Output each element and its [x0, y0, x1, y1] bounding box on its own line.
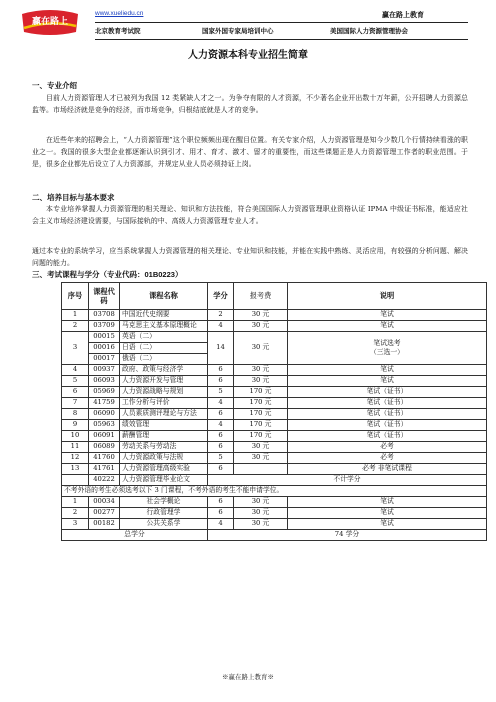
- brand-logo: [18, 8, 82, 38]
- header-brand: 赢在路上教育: [382, 12, 424, 19]
- cell-note: 必考: [288, 453, 487, 464]
- cell-name: 英语（二）: [120, 332, 208, 343]
- cell-credit: 4: [208, 420, 234, 431]
- cell-credit: 4: [208, 321, 234, 332]
- table-row-extra: [62, 519, 487, 530]
- cell-note: 笔试: [288, 519, 487, 530]
- cell-fee: 30 元: [234, 497, 288, 508]
- cell-note: 笔试（证书）: [288, 431, 487, 442]
- section-heading-courses: 三、考试课程与学分（专业代码：01B0223）: [32, 270, 183, 279]
- cell-credit: 4: [208, 398, 234, 409]
- cell-fee: [234, 464, 288, 475]
- cell-credit: 6: [208, 376, 234, 387]
- table-row: [62, 464, 487, 475]
- cell-name: 人力资源管理高级实验: [120, 464, 208, 475]
- cell-note: 必考 非笔试课程: [288, 464, 487, 475]
- cell-seq: 8: [62, 409, 89, 420]
- cell-name: 中国近代史纲要: [120, 310, 208, 321]
- table-row-thesis: [62, 475, 487, 486]
- table-row: [62, 420, 487, 431]
- cell-code: 06089: [89, 442, 120, 453]
- cell-note: 必考: [288, 442, 487, 453]
- cell-code: 05963: [89, 420, 120, 431]
- cell-code: 06090: [89, 409, 120, 420]
- section-heading-goals: 二、培养目标与基本要求: [32, 193, 115, 202]
- cell-name: 马克思主义基本原理概论: [120, 321, 208, 332]
- language-note-line1: 笔试选考: [373, 338, 401, 347]
- cell-code: 00015: [89, 332, 120, 343]
- cell-seq: 1: [62, 310, 89, 321]
- goals-paragraph-2: 通过本专业的系统学习，应当系统掌握人力资源管理的相关理论、专业知识和技能，并能在实践中熟练、灵活应用，有较强的分析问题、解决问题的能力。: [32, 247, 468, 267]
- table-row: [62, 431, 487, 442]
- cell-code: 41761: [89, 464, 120, 475]
- cell-name: 政府、政策与经济学: [120, 365, 208, 376]
- table-row-extra: [62, 497, 487, 508]
- cell-fee: 170 元: [234, 420, 288, 431]
- col-header-fee: 报考费: [234, 283, 288, 310]
- cell-credit: 5: [208, 453, 234, 464]
- header-url-link[interactable]: www.xueliedu.cn: [95, 10, 144, 17]
- cell-seq: 12: [62, 453, 89, 464]
- table-row: [62, 365, 487, 376]
- col-header-code: 课程代码: [89, 283, 120, 310]
- cell-note: 笔试（证书）: [288, 387, 487, 398]
- cell-name: 日语（二）: [120, 343, 208, 354]
- table-header-row: [62, 283, 487, 310]
- table-row: [62, 409, 487, 420]
- cell-name: 人力资源开发与管理: [120, 376, 208, 387]
- cell-seq: 2: [62, 508, 89, 519]
- table-row-language: [62, 332, 487, 343]
- cell-seq: 3: [62, 332, 89, 365]
- cell-code: 00277: [89, 508, 120, 519]
- cell-note: 笔试: [288, 321, 487, 332]
- cell-code: 40222: [89, 475, 120, 486]
- cell-seq: 13: [62, 464, 89, 475]
- cell-code: 05969: [89, 387, 120, 398]
- footer-brand: ※赢在路上教育※: [222, 673, 274, 681]
- logo-text: 赢在路上: [31, 17, 69, 27]
- cell-name: 行政管理学: [120, 508, 208, 519]
- cell-note: 笔试（证书）: [288, 398, 487, 409]
- cell-note: [288, 332, 487, 365]
- col-header-name: 课程名称: [120, 283, 208, 310]
- cell-fee: 30 元: [234, 508, 288, 519]
- language-note-line2: （三选一）: [370, 348, 404, 356]
- cell-code: 06091: [89, 431, 120, 442]
- cell-name: 俄语（二）: [120, 354, 208, 365]
- cell-name: 人力资源管理毕业论文: [120, 475, 208, 486]
- org-foreign-experts: 国家外国专家局培训中心: [202, 28, 274, 35]
- cell-fee: 170 元: [234, 398, 288, 409]
- cell-fee: 30 元: [234, 442, 288, 453]
- cell-name: 工作分析与评价: [120, 398, 208, 409]
- cell-fee: 170 元: [234, 387, 288, 398]
- cell-seq: 6: [62, 387, 89, 398]
- cell-code: 00034: [89, 497, 120, 508]
- cell-name: 人力资源政策与法规: [120, 453, 208, 464]
- cell-fee: 170 元: [234, 409, 288, 420]
- cell-name: 人力资源战略与规划: [120, 387, 208, 398]
- cell-seq: 2: [62, 321, 89, 332]
- cell-note: 笔试: [288, 508, 487, 519]
- cell-seq: 3: [62, 519, 89, 530]
- cell-credit: 6: [208, 431, 234, 442]
- table-row: [62, 453, 487, 464]
- cell-credit: 6: [208, 442, 234, 453]
- table-row-total: [62, 530, 487, 541]
- cell-credit: 5: [208, 387, 234, 398]
- cell-code: 41759: [89, 398, 120, 409]
- intro-paragraph-1: 目前人力资源管理人才已被列为我国 12 类紧缺人才之一。为争夺有限的人才资源，不少著名企业开出数十万年薪，公开招聘人力资源总监等。市场经济就是竞争的经济，而市场竞争，归根结底就是人才的竞争。: [32, 94, 468, 114]
- cell-fee: 30 元: [234, 332, 288, 365]
- cell-code: 00182: [89, 519, 120, 530]
- col-header-seq: 序号: [62, 283, 89, 310]
- cell-credit: 2: [208, 310, 234, 321]
- cell-credit: 6: [208, 409, 234, 420]
- table-row: [62, 376, 487, 387]
- cell-code: 00937: [89, 365, 120, 376]
- cell-seq: 1: [62, 497, 89, 508]
- cell-fee: 30 元: [234, 365, 288, 376]
- cell-note: 不计学分: [208, 475, 487, 486]
- section-heading-intro: 一、专业介绍: [32, 81, 77, 90]
- cell-credit: 14: [208, 332, 234, 365]
- cell-name: 劳动关系与劳动法: [120, 442, 208, 453]
- org-ipma: 美国国际人力资源管理协会: [330, 28, 408, 35]
- cell-note: 笔试: [288, 365, 487, 376]
- cell-credit: 6: [208, 365, 234, 376]
- cell-note: 笔试（证书）: [288, 409, 487, 420]
- cell-name: 社会学概论: [120, 497, 208, 508]
- cell-code: 06093: [89, 376, 120, 387]
- cell-fee: 30 元: [234, 519, 288, 530]
- orgs-divider: [95, 39, 468, 40]
- cell-code: 00016: [89, 343, 120, 354]
- extra-courses-note: 不考外语的考生必须选考以下 3 门课程，不考外语的考生不能申请学位。: [62, 486, 487, 497]
- cell-note: 笔试（证书）: [288, 420, 487, 431]
- cell-credit: 6: [208, 464, 234, 475]
- cell-fee: 30 元: [234, 310, 288, 321]
- cell-name: 绩效管理: [120, 420, 208, 431]
- cell-note: 笔试: [288, 376, 487, 387]
- cell-name: 薪酬管理: [120, 431, 208, 442]
- intro-paragraph-2: 在近些年来的招聘会上，“人力资源管理”这个职位频频出现在醒目位置。有关专家介绍，人力资源管理是知今少数几个行情持续看涨的职业之一。我国的很多大型企业都逐渐认识到引才、用才、育才、激才、留才的重要性，而这些课题正是人力资源管理工作者的职业范围。于是，很多企业都先后设立了人力资源部，并规定从业人员必须持证上岗。: [32, 136, 468, 168]
- course-table: [61, 282, 487, 541]
- table-row: [62, 442, 487, 453]
- cell-code: 03708: [89, 310, 120, 321]
- header-divider: [95, 22, 468, 23]
- cell-credit: 6: [208, 497, 234, 508]
- cell-fee: 170 元: [234, 431, 288, 442]
- cell-code: 41760: [89, 453, 120, 464]
- cell-credit: 4: [208, 519, 234, 530]
- table-row-extra: [62, 508, 487, 519]
- cell-code: 03709: [89, 321, 120, 332]
- cell-fee: 30 元: [234, 321, 288, 332]
- col-header-note: 说明: [288, 283, 487, 310]
- table-row-extra-note: [62, 486, 487, 497]
- total-label: 总学分: [62, 530, 208, 541]
- table-row: [62, 310, 487, 321]
- table-row: [62, 387, 487, 398]
- cell-name: 公共关系学: [120, 519, 208, 530]
- cell-credit: 6: [208, 508, 234, 519]
- cell-seq: 4: [62, 365, 89, 376]
- cell-seq: [62, 475, 89, 486]
- cell-seq: 10: [62, 431, 89, 442]
- cell-note: 笔试: [288, 497, 487, 508]
- cell-code: 00017: [89, 354, 120, 365]
- cell-name: 人员素质测评理论与方法: [120, 409, 208, 420]
- cell-seq: 9: [62, 420, 89, 431]
- table-row: [62, 398, 487, 409]
- organization-list: [95, 26, 468, 38]
- total-value: 74 学分: [208, 530, 487, 541]
- col-header-credit: 学分: [208, 283, 234, 310]
- goals-paragraph-1: 本专业培养掌握人力资源管理的相关理论、知识和方法技能，符合美国国际人力资源管理职业资格认证 IPMA 中级证书标准，能适应社会主义市场经济建设需要，与国际接轨的中、高级人力资源管理专业人才。: [32, 205, 468, 225]
- cell-note: 笔试: [288, 310, 487, 321]
- cell-seq: 7: [62, 398, 89, 409]
- page-title: 人力资源本科专业招生简章: [188, 50, 308, 61]
- cell-seq: 11: [62, 442, 89, 453]
- org-beijing-exam: 北京教育考试院: [95, 28, 141, 35]
- cell-fee: 30 元: [234, 453, 288, 464]
- cell-seq: 5: [62, 376, 89, 387]
- table-row: [62, 321, 487, 332]
- cell-fee: 30 元: [234, 376, 288, 387]
